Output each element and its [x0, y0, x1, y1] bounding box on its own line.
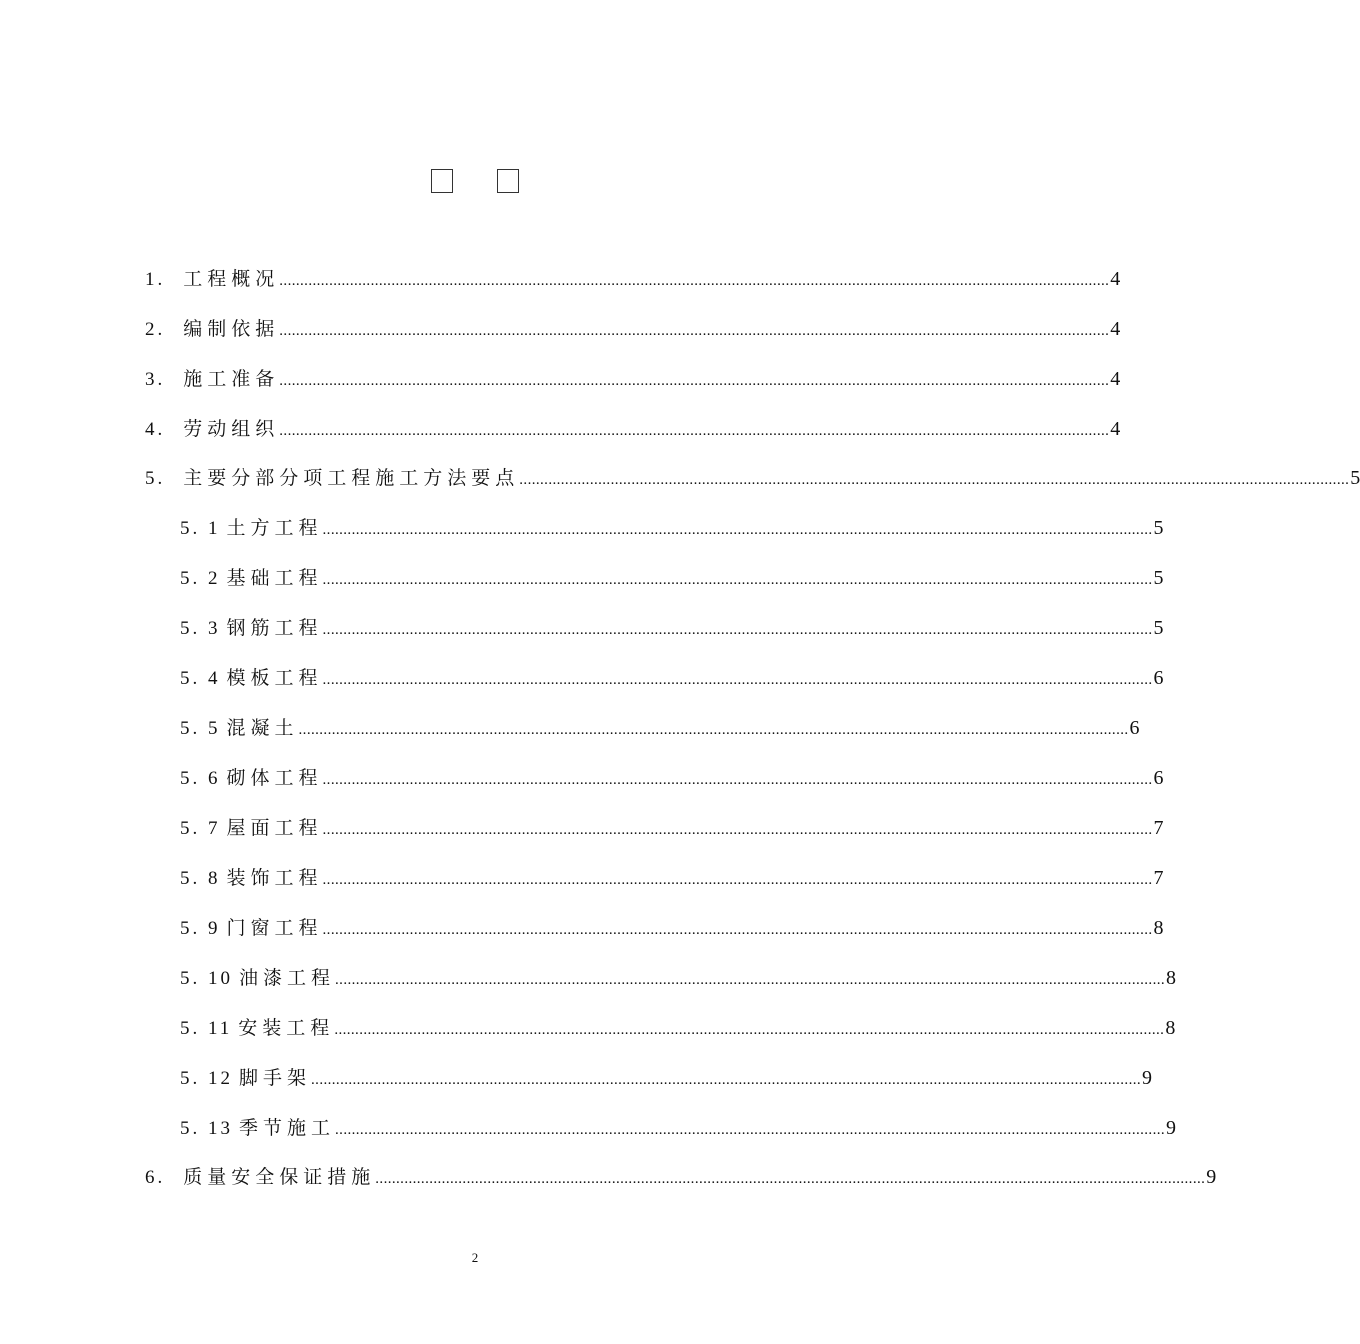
toc-dot-leader: ........................................................................................................................................................................................................ — [519, 472, 1350, 488]
toc-entry[interactable] — [145, 415, 1121, 441]
toc-entry-number: 5. 10 — [180, 968, 233, 989]
title-glyph-2 — [497, 169, 519, 193]
toc-entry-page: 8 — [1166, 967, 1177, 989]
toc-dot-leader: ........................................................................................................................................................................................................ — [322, 822, 1153, 838]
toc-entry-page: 7 — [1153, 817, 1164, 839]
toc-dot-leader: ........................................................................................................................................................................................................ — [279, 273, 1110, 289]
toc-entry[interactable] — [180, 514, 1164, 540]
toc-entry-page: 5 — [1153, 517, 1164, 539]
toc-entry-page: 6 — [1129, 717, 1140, 739]
toc-entry-page: 8 — [1153, 917, 1164, 939]
toc-entry-number: 5. 8 — [180, 868, 221, 889]
toc-entry-number: 5. 5 — [180, 718, 221, 739]
toc-dot-leader: ........................................................................................................................................................................................................ — [322, 772, 1153, 788]
toc-entry-label: 装饰工程 — [226, 868, 323, 889]
toc-dot-leader: ........................................................................................................................................................................................................ — [279, 323, 1110, 339]
toc-dot-leader: ........................................................................................................................................................................................................ — [311, 1072, 1142, 1088]
toc-entry-number: 1. — [145, 269, 166, 290]
toc-entry[interactable] — [180, 914, 1164, 940]
toc-dot-leader: ........................................................................................................................................................................................................ — [322, 572, 1153, 588]
toc-entry[interactable] — [145, 1163, 1217, 1189]
toc-entry-page: 9 — [1142, 1067, 1153, 1089]
toc-dot-leader: ........................................................................................................................................................................................................ — [375, 1171, 1206, 1187]
toc-entry-page: 5 — [1350, 467, 1360, 489]
toc-entry-number: 5. 1 — [180, 518, 221, 539]
toc-entry-label: 劳动组织 — [183, 419, 280, 440]
toc-entry-page: 8 — [1165, 1017, 1176, 1039]
toc-dot-leader: ........................................................................................................................................................................................................ — [322, 672, 1153, 688]
toc-entry-page: 4 — [1110, 318, 1121, 340]
toc-dot-leader: ........................................................................................................................................................................................................ — [279, 373, 1110, 389]
toc-entry-number: 3. — [145, 369, 166, 390]
toc-dot-leader: ........................................................................................................................................................................................................ — [335, 972, 1166, 988]
toc-entry[interactable] — [180, 764, 1164, 790]
toc-entry[interactable] — [180, 864, 1164, 890]
toc-entry[interactable] — [180, 1114, 1177, 1140]
toc-entry-label: 混凝土 — [226, 718, 299, 739]
toc-entry-number: 5. 11 — [180, 1018, 233, 1039]
toc-entry-number: 5. 13 — [180, 1118, 233, 1139]
toc-dot-leader: ........................................................................................................................................................................................................ — [322, 522, 1153, 538]
toc-entry-label: 编制依据 — [183, 319, 280, 340]
toc-entry-label: 质量安全保证措施 — [183, 1167, 376, 1188]
toc-entry-page: 6 — [1153, 667, 1164, 689]
toc-dot-leader: ........................................................................................................................................................................................................ — [322, 922, 1153, 938]
toc-entry-label: 钢筋工程 — [226, 618, 323, 639]
toc-entry-number: 5. 2 — [180, 568, 221, 589]
toc-entry-label: 安装工程 — [238, 1018, 335, 1039]
toc-entry-label: 土方工程 — [226, 518, 323, 539]
toc-entry-label: 基础工程 — [226, 568, 323, 589]
toc-entry-number: 6. — [145, 1167, 166, 1188]
toc-entry[interactable] — [145, 365, 1121, 391]
toc-entry-label: 脚手架 — [239, 1068, 312, 1089]
toc-entry-number: 5. 12 — [180, 1068, 233, 1089]
toc-entry[interactable] — [180, 1064, 1153, 1090]
toc-entry[interactable] — [180, 814, 1164, 840]
toc-entry-page: 5 — [1153, 567, 1164, 589]
toc-entry-number: 2. — [145, 319, 166, 340]
toc-title — [0, 166, 950, 193]
toc-dot-leader: ........................................................................................................................................................................................................ — [279, 423, 1110, 439]
toc-entry-page: 5 — [1153, 617, 1164, 639]
toc-dot-leader: ........................................................................................................................................................................................................ — [335, 1122, 1166, 1138]
toc-entry-page: 6 — [1153, 767, 1164, 789]
toc-entry-label: 工程概况 — [183, 269, 280, 290]
toc-dot-leader: ........................................................................................................................................................................................................ — [334, 1022, 1165, 1038]
toc-entry[interactable] — [180, 1014, 1176, 1040]
toc-entry-label: 模板工程 — [226, 668, 323, 689]
toc-entry-label: 季节施工 — [239, 1118, 336, 1139]
toc-entry[interactable] — [180, 964, 1177, 990]
toc-entry[interactable] — [180, 614, 1164, 640]
toc-entry-page: 9 — [1206, 1166, 1217, 1188]
toc-entry-label: 门窗工程 — [226, 918, 323, 939]
toc-entry-number: 5. 6 — [180, 768, 221, 789]
toc-entry-number: 5. 9 — [180, 918, 221, 939]
toc-entry[interactable] — [145, 265, 1121, 291]
toc-entry-page: 4 — [1110, 268, 1121, 290]
toc-dot-leader: ........................................................................................................................................................................................................ — [322, 622, 1153, 638]
toc-entry[interactable] — [180, 564, 1164, 590]
title-glyph-1 — [431, 169, 453, 193]
footer-page-number: 2 — [471, 1250, 479, 1265]
toc-dot-leader: ........................................................................................................................................................................................................ — [298, 722, 1129, 738]
toc-entry-number: 5. 3 — [180, 618, 221, 639]
toc-entry-number: 5. 7 — [180, 818, 221, 839]
toc-entry[interactable] — [145, 464, 1360, 490]
toc-entry-page: 4 — [1110, 368, 1121, 390]
toc-entry-number: 5. 4 — [180, 668, 221, 689]
toc-entry[interactable] — [145, 315, 1121, 341]
toc-entry-label: 施工准备 — [183, 369, 280, 390]
toc-entry-page: 9 — [1166, 1117, 1177, 1139]
toc-entry-number: 4. — [145, 419, 166, 440]
toc-entry-page: 7 — [1153, 867, 1164, 889]
toc-entry-label: 屋面工程 — [226, 818, 323, 839]
toc-entry-page: 4 — [1110, 418, 1121, 440]
toc-entry[interactable] — [180, 714, 1140, 740]
toc-entry[interactable] — [180, 664, 1164, 690]
toc-entry-label: 砌体工程 — [226, 768, 323, 789]
toc-entry-label: 主要分部分项工程施工方法要点 — [183, 468, 520, 489]
toc-entry-label: 油漆工程 — [239, 968, 336, 989]
toc-dot-leader: ........................................................................................................................................................................................................ — [322, 872, 1153, 888]
toc-entry-number: 5. — [145, 468, 166, 489]
